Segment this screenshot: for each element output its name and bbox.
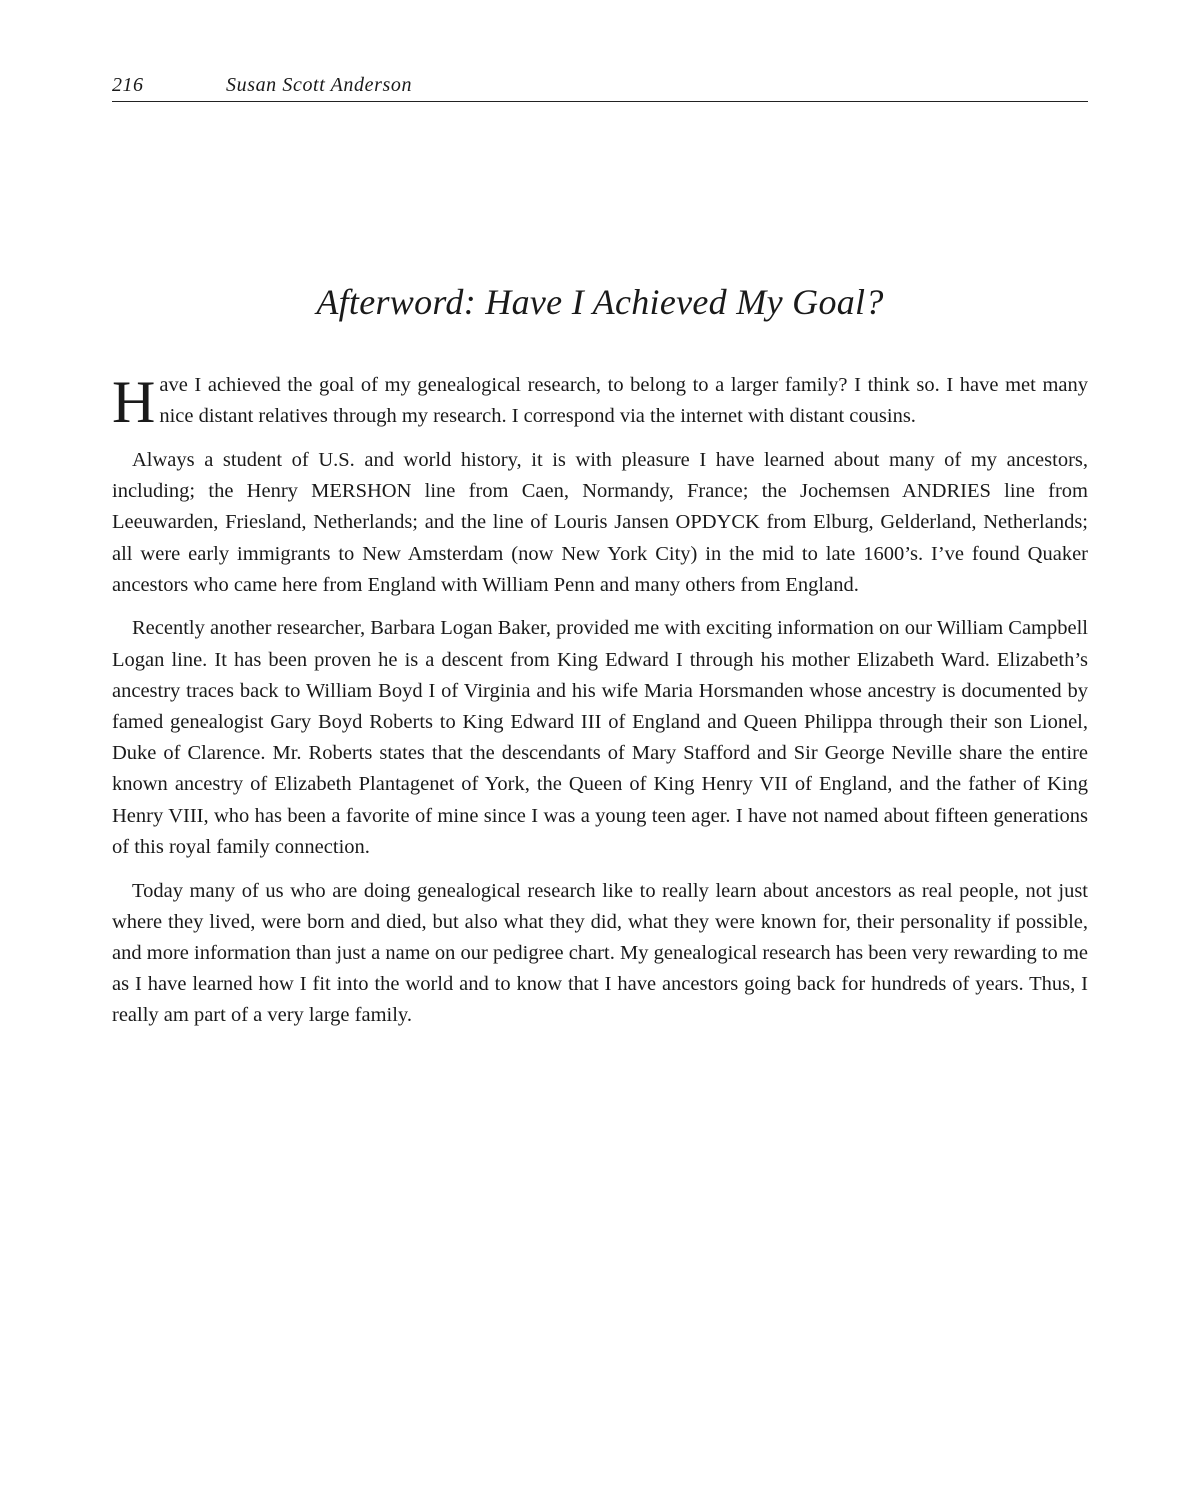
running-header	[112, 70, 1088, 102]
paragraph-2: Always a student of U.S. and world history, it is with pleasure I have learned about many of my ancestors, including; the Henry MERSHON line from Caen, Normandy, France; the Jochemsen ANDRIES line from Leeuwarden, Friesland, Netherlands; and the line of Louris Jansen OPDYCK from Elburg, Gelderland, Netherlands; all were early immigrants to New Amsterdam (now New York City) in the mid to late 1600’s. I’ve found Quaker ancestors who came here from England with William Penn and many others from England.	[112, 448, 1088, 596]
page-number: 216	[112, 74, 144, 96]
chapter-title: Afterword: Have I Achieved My Goal?	[316, 282, 884, 322]
paragraph-4: Today many of us who are doing genealogical research like to really learn about ancestors as real people, not just where they lived, were born and died, but also what they did, what they were known for, their personality if possible, and more information than just a name on our pedigree chart. My genealogical research has been very rewarding to me as I have learned how I fit into the world and to know that I have ancestors going back for hundreds of years. Thus, I really am part of a very large family.	[112, 879, 1088, 1027]
body-text	[112, 370, 1088, 1044]
paragraph-1-text: ave I achieved the goal of my genealogical research, to belong to a larger family? I think so. I have met many nice distant relatives through my research. I correspond via the internet with distant cousins.	[159, 374, 1088, 428]
paragraph-1	[112, 369, 1088, 435]
drop-cap: H	[112, 369, 156, 435]
paragraph-3: Recently another researcher, Barbara Logan Baker, provided me with exciting information on our William Campbell Logan line. It has been proven he is a descent from King Edward I through his mother Elizabeth Ward. Elizabeth’s ancestry traces back to William Boyd I of Virginia and his wife Maria Horsmanden whose ancestry is documented by famed genealogist Gary Boyd Roberts to King Edward III of England and Queen Philippa through their son Lionel, Duke of Clarence. Mr. Roberts states that the descendants of Mary Stafford and Sir George Neville share the entire known ancestry of Elizabeth Plantagenet of York, the Queen of King Henry VII of England, and the father of King Henry VIII, who has been a favorite of mine since I was a young teen ager. I have not named about fifteen generations of this royal family connection.	[112, 617, 1088, 858]
author-name: Susan Scott Anderson	[226, 74, 413, 96]
